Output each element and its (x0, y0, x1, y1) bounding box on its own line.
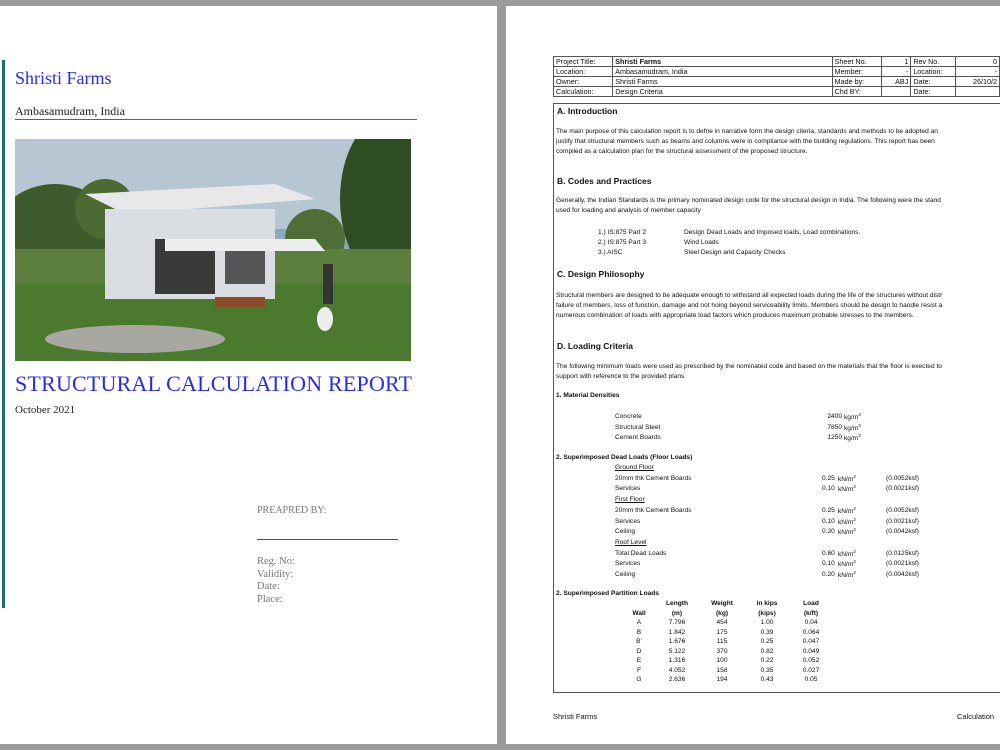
partition-header-cell (624, 599, 654, 609)
load-item: Total Dead Loads (615, 549, 667, 557)
partition-cell: 1.00 (760, 619, 774, 627)
partition-cell: 0.052 (802, 657, 820, 665)
partition-header-cell: (kips) (758, 609, 776, 617)
header-cell: Owner: (554, 77, 613, 87)
load-unit: $kN/m^2$ (838, 484, 856, 494)
partition-cell: 0.82 (760, 647, 774, 655)
header-cell: Chd BY: (832, 87, 881, 97)
load-value: 0.20 (822, 528, 835, 536)
partition-cell: B (636, 628, 642, 636)
validity-label: Validity: (257, 568, 294, 580)
code-id: 2.) IS:875 Part 3 (598, 239, 647, 246)
partition-row (624, 628, 832, 638)
project-name: Shristi Farms (15, 68, 112, 88)
calculation-page (506, 6, 1000, 744)
signature-fields (257, 556, 295, 606)
partition-cell: D (636, 647, 642, 655)
header-row (554, 77, 1000, 87)
load-unit: $kN/m^2$ (838, 548, 856, 558)
partition-cell: 370 (716, 647, 728, 655)
densities-title: 1. Material Densities (556, 392, 620, 399)
partition-cell: 0.027 (802, 666, 820, 674)
partition-cell: 0.05 (804, 676, 818, 684)
subheading-first: First Floor (615, 496, 645, 504)
prepared-by-label: PREAPRED BY: (257, 505, 327, 516)
load-unit: $kN/m^2$ (838, 505, 856, 515)
code-id: 3.) AISC (598, 249, 623, 256)
load-ksf: (0.0042ksf) (886, 571, 919, 578)
text-line: justify that structural members such as beams and columns were in compliance with the building regulations. This report has been (556, 138, 935, 145)
partition-cell: G (636, 676, 642, 684)
dead-loads-title: 2. Superimposed Dead Loads (Floor Loads) (556, 454, 693, 461)
density-value: 2400 (827, 413, 842, 420)
code-desc: Design Dead Loads and Imposed loads, Load combinations. (684, 229, 861, 236)
report-date: October 2021 (15, 404, 76, 416)
partition-header-row (624, 609, 832, 619)
partition-header-cell: Length (666, 600, 688, 608)
header-cell: Date: (911, 87, 955, 97)
section-c-text (556, 291, 1000, 321)
load-value: 0.20 (822, 571, 835, 578)
partition-header-cell: (k/ft) (803, 609, 819, 617)
section-b-text (556, 196, 1000, 216)
partition-title: 2. Superimposed Partition Loads (556, 590, 659, 597)
header-cell: Location: (911, 67, 955, 77)
header-cell: Project Title: (554, 57, 613, 67)
text-line: Structural members are designed to be adequate enough to withstand all expected loads during the life of the structures without distr (556, 292, 943, 299)
partition-row (624, 666, 832, 676)
load-ksf: (0.0052ksf) (886, 506, 919, 514)
accent-bar (2, 60, 5, 608)
header-cell: Date: (911, 77, 955, 87)
unit-exponent: 3 (858, 422, 861, 428)
load-ksf: (0.0021ksf) (886, 485, 919, 493)
unit-exponent: 2 (853, 505, 856, 511)
header-cell: 1 (881, 57, 910, 67)
partition-cell: A (636, 619, 642, 627)
density-value: 1250 (827, 434, 842, 441)
load-item: Ceiling (615, 571, 636, 578)
load-ksf: (0.0052ksf) (886, 474, 919, 482)
partition-row (624, 647, 832, 657)
header-cell: ABJ (881, 77, 910, 87)
density-value: 7850 (827, 423, 842, 431)
header-cell: Made by: (832, 77, 881, 87)
unit-exponent: 3 (858, 412, 861, 417)
footer-left: Shristi Farms (553, 712, 598, 721)
load-ksf: (0.0021ksf) (886, 560, 919, 568)
partition-header-cell: (kg) (715, 609, 729, 617)
subheading-roof: Roof Level (615, 538, 647, 546)
load-ksf: (0.0021ksf) (886, 517, 919, 525)
header-cell: Sheet No. (832, 57, 881, 67)
load-unit: $kN/m^2$ (838, 559, 856, 569)
partition-cell: 158 (716, 666, 728, 674)
header-cell: Member: (832, 67, 881, 77)
header-cell: Rev No. (911, 57, 955, 67)
partition-cell: 0.43 (760, 676, 774, 684)
unit-exponent: 2 (853, 548, 856, 554)
load-value: 0.10 (822, 560, 835, 568)
load-value: 0.60 (822, 549, 835, 557)
load-item: 20mm thk Cement Boards (615, 474, 692, 482)
partition-header-cell: in kips (756, 600, 778, 608)
partition-cell: 7.796 (668, 619, 686, 627)
partition-cell: 454 (716, 619, 728, 627)
partition-cell: 100 (716, 657, 728, 665)
load-value: 0.10 (822, 485, 835, 493)
density-material: Cement Boards (615, 434, 661, 441)
text-line: The following minimum loads were used as prescribed by the nominated code and based on the materials that the floor is exected to (556, 363, 942, 370)
code-id: 1.) IS:875 Part 2 (598, 229, 647, 236)
partition-cell: 194 (716, 676, 728, 684)
partition-table (624, 599, 832, 685)
load-ksf: (0.0125ksf) (886, 549, 919, 557)
header-cell: - (955, 67, 999, 77)
house-photo (15, 139, 411, 361)
partition-header-cell: Weight (711, 600, 733, 608)
partition-row (624, 656, 832, 666)
header-cell: 0 (955, 57, 999, 67)
text-line: failure of members, loss of function, damage and not hoing beyond serviceability limits. Members should be design to handle resist a (556, 302, 943, 309)
unit-exponent: 2 (853, 484, 856, 490)
partition-row (624, 637, 832, 647)
partition-cell: 0.39 (760, 628, 774, 636)
partition-cell: 1.316 (668, 657, 686, 665)
content-box (553, 103, 1000, 693)
unit-exponent: 2 (853, 570, 856, 575)
header-cell: 26/10/2 (955, 77, 999, 87)
partition-cell: 115 (716, 638, 728, 646)
text-line: compiled as a calculation plan for the structural assessment of the proposed structure. (556, 148, 808, 155)
project-location: Ambasamudram, India (15, 104, 125, 118)
load-unit: $kN/m^2$ (838, 527, 856, 537)
density-material: Concrete (615, 413, 642, 420)
density-unit: $kg/m^3$ (844, 422, 861, 432)
date-label: Date: (257, 581, 280, 592)
partition-cell: F (636, 666, 642, 674)
subheading-ground: Ground Floor (615, 464, 654, 471)
partition-cell: 2.636 (668, 676, 686, 684)
partition-row (624, 618, 832, 628)
load-unit: $kN/m^2$ (838, 473, 856, 483)
unit-exponent: 2 (853, 559, 856, 565)
load-item: Services (615, 517, 641, 525)
header-cell (881, 87, 910, 97)
unit-exponent: 2 (853, 527, 856, 533)
header-row (554, 57, 1000, 67)
section-d-text (556, 362, 1000, 382)
codes-list (598, 228, 860, 258)
partition-cell: 5.122 (668, 647, 686, 655)
text-line: Generally, the Indian Standards is the primary nominated design code for the structural design in India. The following were the stand (556, 197, 941, 204)
header-cell: Shristi Farms (613, 57, 832, 67)
header-row (554, 87, 1000, 97)
partition-cell: 0.25 (760, 638, 774, 646)
header-cell: Calculation: (554, 87, 613, 97)
unit-exponent: 2 (853, 473, 856, 479)
text-line: support with reference to the provided plans (556, 373, 685, 380)
header-cell (955, 87, 999, 97)
load-item: 20mm thk Cement Boards (615, 506, 692, 514)
footer-right: Calculation (957, 712, 995, 721)
load-item: Services (615, 560, 641, 568)
text-line: The main purpose of this calculation report is to defne in narrative form the design citeria, standards and methods to be adopted an (556, 128, 938, 135)
density-material: Structural Steel (615, 423, 661, 431)
load-unit: $kN/m^2$ (838, 570, 856, 580)
reg-no-label: Reg. No: (257, 556, 295, 567)
header-cell: Ambasamudram, India (613, 67, 832, 77)
header-row (554, 67, 1000, 77)
partition-cell: 0.047 (802, 638, 820, 646)
load-value: 0.10 (822, 517, 835, 525)
partition-cell: 0.04 (804, 619, 818, 627)
partition-cell: 175 (716, 628, 728, 636)
partition-header-cell: Load (803, 600, 819, 608)
report-title: STRUCTURAL CALCULATION REPORT (15, 371, 413, 396)
partition-cell: 1.842 (668, 628, 686, 636)
load-value: 0.25 (822, 506, 835, 514)
load-value: 0.25 (822, 474, 835, 482)
text-line: numerous combination of loads with appropriate load factors which produces maximum probable stresses to the members. (556, 312, 914, 319)
density-unit: $kg/m^3$ (844, 433, 861, 443)
cover-page (0, 6, 497, 744)
signature-line (257, 539, 398, 540)
header-cell: Location: (554, 67, 613, 77)
load-item: Services (615, 485, 641, 493)
code-desc: Wind Loads (684, 239, 719, 246)
place-label: Place: (257, 593, 283, 605)
partition-header-cell: Wall (632, 609, 646, 617)
partition-header-row (624, 599, 832, 609)
section-b-title: B. Codes and Practices (557, 176, 652, 186)
section-d-title: D. Loading Criteria (557, 341, 634, 351)
header-table (553, 56, 1000, 97)
partition-cell: 0.064 (802, 628, 820, 636)
unit-exponent: 3 (858, 433, 861, 438)
unit-exponent: 2 (853, 516, 856, 522)
partition-cell: 1.676 (668, 638, 686, 646)
partition-cell: 4.052 (668, 666, 686, 674)
load-ksf: (0.0042ksf) (886, 528, 919, 536)
partition-cell: 0.35 (760, 666, 774, 674)
partition-cell: 0.22 (760, 657, 774, 665)
header-cell: - (881, 67, 910, 77)
text-line: used for loading and analysis of member capacity (556, 207, 701, 214)
load-unit: $kN/m^2$ (838, 516, 856, 526)
partition-cell: 0.049 (802, 647, 820, 655)
section-a-title: A. Introduction (557, 106, 618, 116)
section-a-text (556, 127, 1000, 157)
partition-row (624, 675, 832, 685)
density-unit: $kg/m^3$ (844, 412, 861, 422)
header-cell: Shristi Farms (613, 77, 832, 87)
divider (15, 119, 417, 120)
code-desc: Steel Design and Capacity Checks (684, 249, 786, 256)
partition-cell: B' (636, 638, 642, 646)
section-c-title: C. Design Philosophy (557, 269, 645, 279)
header-cell: Design Criteria (613, 87, 832, 97)
partition-header-cell: (m) (671, 609, 683, 617)
load-item: Ceiling (615, 528, 636, 536)
partition-cell: E (636, 657, 642, 665)
